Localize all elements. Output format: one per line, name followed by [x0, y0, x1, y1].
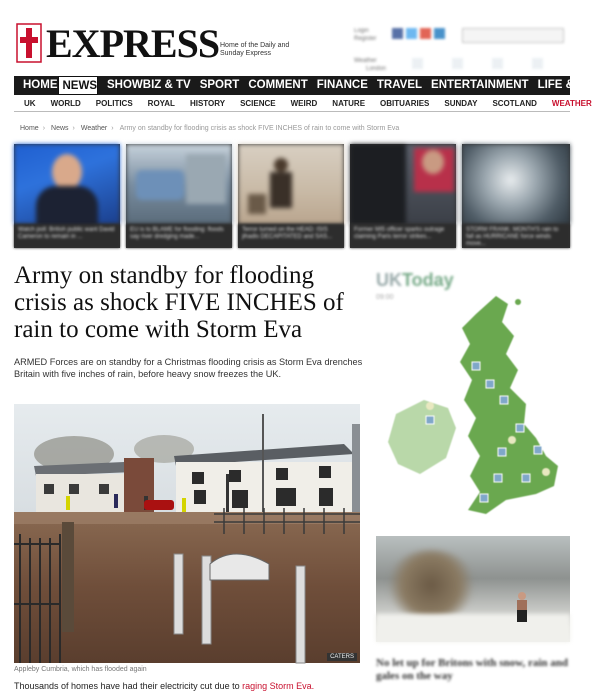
breadcrumb-separator: ›: [72, 124, 75, 132]
related-story-4[interactable]: [350, 144, 456, 248]
breadcrumb-item[interactable]: Home: [20, 124, 39, 132]
nav-item-sport[interactable]: SPORT: [199, 79, 240, 91]
subnav-item-royal[interactable]: ROYAL: [147, 99, 175, 108]
masthead: [14, 14, 570, 72]
facebook-icon[interactable]: [392, 28, 403, 39]
weather-city[interactable]: London: [366, 66, 387, 72]
uk-weather-map: [376, 296, 570, 526]
person-silhouette: [518, 592, 526, 600]
linkedin-icon[interactable]: [434, 28, 445, 39]
google-plus-icon[interactable]: [420, 28, 431, 39]
main-nav: [14, 76, 614, 95]
satellite-image: [462, 144, 570, 224]
nav-item-finance[interactable]: FINANCE: [316, 79, 368, 91]
related-story-3-caption: Terror turned on the HEAD: ISIS jihadis DECAPITATED and SAS...: [242, 227, 333, 240]
nav-item-travel[interactable]: TRAVEL: [376, 79, 423, 91]
subnav-item-nature[interactable]: NATURE: [332, 99, 366, 108]
subnav-item-sunday[interactable]: SUNDAY: [444, 99, 478, 108]
related-story-3[interactable]: [238, 144, 344, 248]
header-promo-2-icon[interactable]: [452, 58, 463, 69]
related-story-4-caption: Former MI5 officer sparks outrage claiming Paris terror strikes...: [354, 227, 445, 240]
photo-credit: CATERS: [327, 653, 357, 661]
header-utilities: [352, 28, 570, 74]
breadcrumb-separator: ›: [42, 124, 46, 132]
breadcrumb-item[interactable]: Weather: [80, 124, 108, 132]
breadcrumb-item: Army on standby for flooding crisis as shock FIVE INCHES of rain to come with Storm Eva: [119, 124, 400, 132]
nav-item-life-style[interactable]: LIFE & STYLE: [537, 79, 614, 91]
related-stories-strip: [14, 144, 570, 248]
subnav-item-world[interactable]: WORLD: [50, 99, 81, 108]
armed-police-image: [350, 144, 456, 224]
sub-nav: [14, 96, 592, 112]
crusader-logo-icon[interactable]: [14, 22, 44, 64]
nav-item-entertainment[interactable]: ENTERTAINMENT: [431, 79, 529, 91]
sidebar-story-image[interactable]: [376, 536, 570, 642]
header-promo-4-icon[interactable]: [532, 58, 543, 69]
uk-weather-widget[interactable]: [376, 266, 570, 526]
subnav-item-weather[interactable]: WEATHER: [551, 99, 592, 108]
header-promo-1-icon[interactable]: [412, 58, 423, 69]
login-link[interactable]: Login: [354, 28, 369, 34]
weather-time: 09:00: [376, 294, 394, 301]
related-story-1-caption: Watch poll: British public want David Cameron to remain in ...: [18, 227, 115, 240]
related-story-2-caption: EU is to BLAME for flooding: floods say river dredging made...: [130, 227, 224, 240]
flood-scene-image: [14, 404, 360, 663]
site-logo[interactable]: EXPRESS: [46, 21, 220, 66]
subnav-item-politics[interactable]: POLITICS: [95, 99, 133, 108]
register-link[interactable]: Register: [354, 36, 377, 42]
ireland-land: [388, 400, 456, 474]
article-standfirst: ARMED Forces are on standby for a Christmas flooding crisis as Storm Eva drenches Britain with five inches of rain, before heavy snow freezes the UK.: [14, 357, 363, 379]
weather-label: Weather: [354, 58, 377, 64]
related-story-1[interactable]: [14, 144, 120, 248]
site-tagline: Home of the Daily and Sunday Express: [220, 42, 290, 57]
nav-item-home[interactable]: HOME: [23, 79, 58, 91]
breadcrumb: [14, 119, 570, 137]
weather-widget-title: [376, 270, 454, 291]
page: [14, 0, 614, 700]
soldier-image: [238, 144, 344, 224]
article-main-photo[interactable]: [14, 404, 360, 663]
photo-caption: Appleby Cumbria, which has flooded again: [14, 666, 147, 673]
nav-item-comment[interactable]: COMMENT: [248, 79, 308, 91]
twitter-icon[interactable]: [406, 28, 417, 39]
storm-eva-link[interactable]: raging Storm Eva.: [242, 681, 315, 691]
related-story-5-caption: STORM FRANK: MONTH'S rain to fall as HURRICANE force winds move...: [466, 227, 559, 247]
subnav-item-obituaries[interactable]: OBITUARIES: [380, 99, 430, 108]
nav-item-showbiz-tv[interactable]: SHOWBIZ & TV: [107, 79, 191, 91]
subnav-item-history[interactable]: HISTORY: [189, 99, 226, 108]
subnav-item-scotland[interactable]: SCOTLAND: [492, 99, 537, 108]
nav-item-news[interactable]: NEWS: [58, 76, 99, 95]
weather-title-uk: UK: [376, 270, 402, 290]
body-text: Thousands of homes have had their electricity cut due to: [14, 681, 243, 691]
subnav-item-weird[interactable]: WEIRD: [290, 99, 318, 108]
related-story-5[interactable]: [462, 144, 570, 248]
flood-map-image: [126, 144, 232, 224]
sidebar-story-headline[interactable]: No let up for Britons with snow, rain and gales on the way: [376, 657, 569, 682]
breadcrumb-item[interactable]: News: [51, 124, 69, 132]
related-story-2[interactable]: [126, 144, 232, 248]
article-headline: Army on standby for flooding crisis as shock FIVE INCHES of rain to come with Storm Eva: [14, 262, 344, 343]
article-body-paragraph: [14, 681, 314, 691]
great-britain-land: [460, 296, 558, 514]
search-input[interactable]: [462, 28, 564, 43]
weather-title-today: Today: [402, 270, 454, 290]
subnav-item-science[interactable]: SCIENCE: [240, 99, 276, 108]
subnav-item-uk[interactable]: UK: [24, 99, 36, 108]
portrait-image: [14, 144, 120, 224]
breadcrumb-separator: ›: [111, 124, 114, 132]
header-promo-3-icon[interactable]: [492, 58, 503, 69]
